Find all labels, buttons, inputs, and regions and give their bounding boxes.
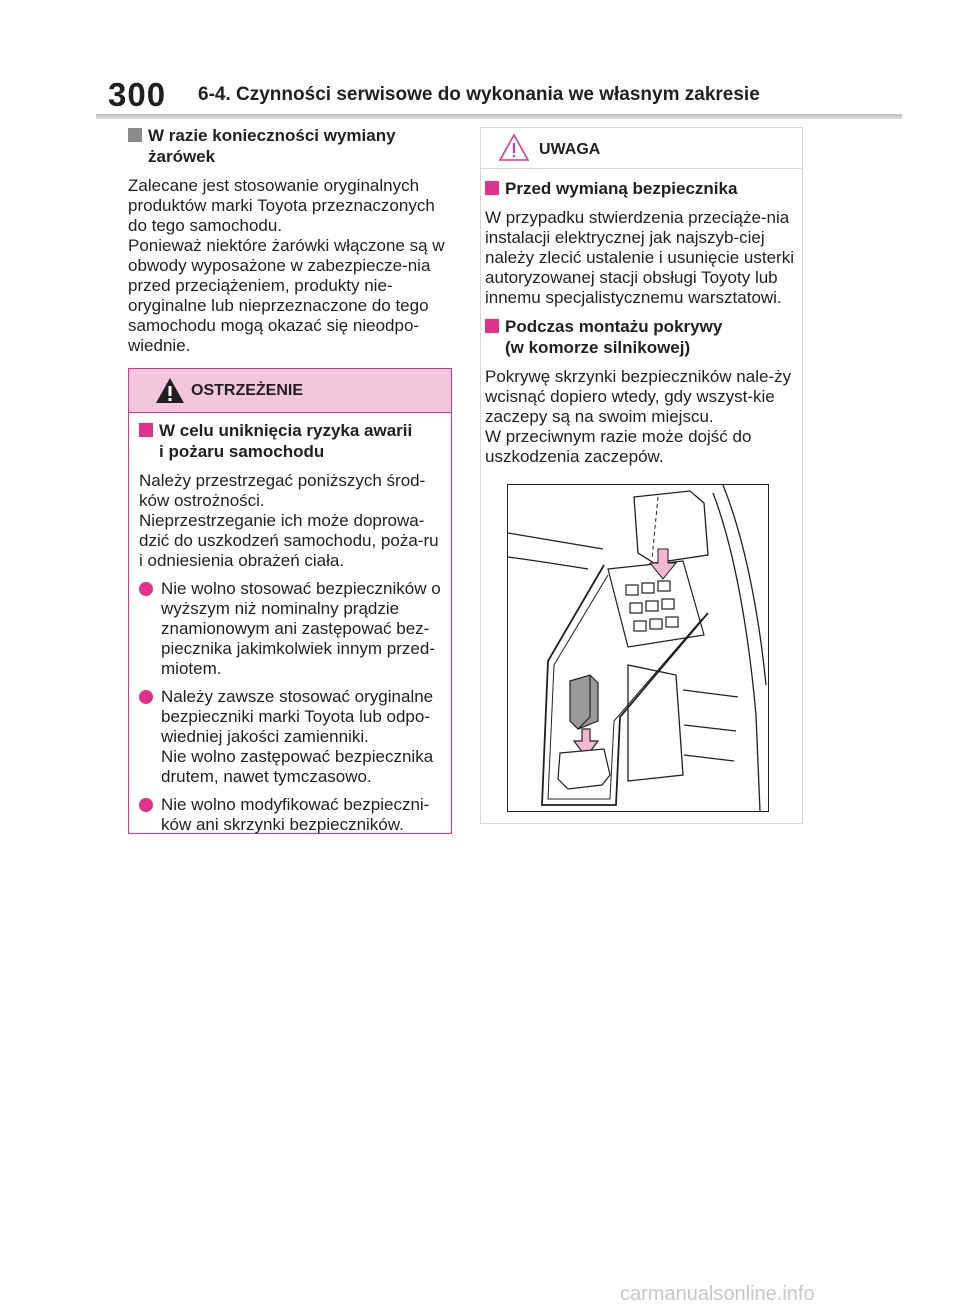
- round-bullet-icon: [139, 690, 153, 704]
- note-heading-2-line2: (w komorze silnikowej): [505, 338, 691, 357]
- note-heading-1: [485, 178, 796, 199]
- note-paragraph-2b: W przeciwnym razie może dojść do uszkodzenia zaczepów.: [485, 427, 752, 466]
- warning-heading-line1: W celu uniknięcia ryzyka awarii: [159, 421, 413, 440]
- left-column: [128, 125, 453, 356]
- warning-bullet-1: [139, 579, 443, 679]
- warning-box: [128, 368, 452, 834]
- section-title: 6-4. Czynności serwisowe do wykonania we własnym zakresie: [198, 84, 760, 105]
- square-bullet-icon: [485, 319, 499, 333]
- square-bullet-icon: [485, 181, 499, 195]
- warning-bullet-3-text: Nie wolno modyfikować bezpieczni-ków ani skrzynki bezpieczników.: [161, 795, 430, 834]
- note-paragraph-1: W przypadku stwierdzenia przeciąże-nia instalacji elektrycznej jak najszyb-ciej należy zlecić ustalenie i usunięcie usterki autoryzowanej stacji obsługi Toyoty lub innemu specjalistycznemu warsztatowi.: [485, 208, 794, 307]
- note-content: [481, 169, 802, 467]
- fuse-box-illustration: [507, 484, 769, 812]
- fuse-box-drawing: [508, 485, 768, 811]
- note-box: [480, 127, 803, 824]
- warning-intro-1: Należy przestrzegać poniższych środ-ków ostrożności.: [139, 471, 426, 510]
- warning-triangle-icon: [155, 377, 185, 404]
- round-bullet-icon: [139, 582, 153, 596]
- footer-watermark: carmanualsonline.info: [620, 1283, 815, 1305]
- warning-bar: [129, 369, 451, 413]
- note-heading-2-line1: Podczas montażu pokrywy: [505, 317, 723, 336]
- bulb-paragraph-1: Zalecane jest stosowanie oryginalnych produktów marki Toyota przeznaczonych do tego samochodu.: [128, 176, 435, 235]
- round-bullet-icon: [139, 798, 153, 812]
- warning-heading-line2: i pożaru samochodu: [159, 442, 325, 461]
- warning-bullet-2-text-b: Nie wolno zastępować bezpiecznika drutem, nawet tymczasowo.: [161, 747, 434, 786]
- note-bar: [481, 128, 802, 169]
- note-heading-2: [485, 316, 796, 358]
- bulb-heading-line2: żarówek: [148, 147, 216, 166]
- page-header: [0, 0, 960, 120]
- warning-intro-2: Nieprzestrzeganie ich może doprowa-dzić do uszkodzeń samochodu, poża-ru i odniesienia obrażeń ciała.: [139, 511, 439, 570]
- warning-content: [129, 413, 451, 835]
- warning-bullet-3: [139, 795, 443, 835]
- note-heading-1-text: Przed wymianą bezpiecznika: [505, 179, 738, 198]
- square-bullet-icon: [139, 423, 153, 437]
- warning-title: OSTRZEŻENIE: [191, 382, 304, 399]
- page-number: 300: [108, 76, 167, 113]
- header-rule: [96, 114, 902, 119]
- bulb-paragraph-2: Ponieważ niektóre żarówki włączone są w obwody wyposażone w zabezpiecze-nia przed przeciążeniem, produkty nie-oryginalne lub nieprzeznaczone do tego samochodu mogą okazać się nieodpo-wiednie.: [128, 236, 445, 355]
- note-paragraph-2a: Pokrywę skrzynki bezpieczników nale-ży wcisnąć dopiero wtedy, gdy wszyst-kie zaczepy są na swoim miejscu.: [485, 367, 792, 426]
- warning-bullet-2-text-a: Należy zawsze stosować oryginalne bezpieczniki marki Toyota lub odpo-wiedniej jakości zamienniki.: [161, 687, 434, 746]
- warning-heading: [139, 420, 443, 462]
- square-bullet-icon: [128, 128, 142, 142]
- note-title: UWAGA: [539, 141, 601, 158]
- warning-bullet-1-text: Nie wolno stosować bezpieczników o wyższym niż nominalny prądzie znamionowym ani zastępować bez-piecznika jakimkolwiek innym przed-miotem.: [161, 579, 441, 678]
- bulb-heading-line1: W razie konieczności wymiany: [148, 126, 396, 145]
- caution-triangle-icon: [499, 134, 529, 161]
- warning-bullet-2: [139, 687, 443, 787]
- bulb-heading: [128, 125, 453, 167]
